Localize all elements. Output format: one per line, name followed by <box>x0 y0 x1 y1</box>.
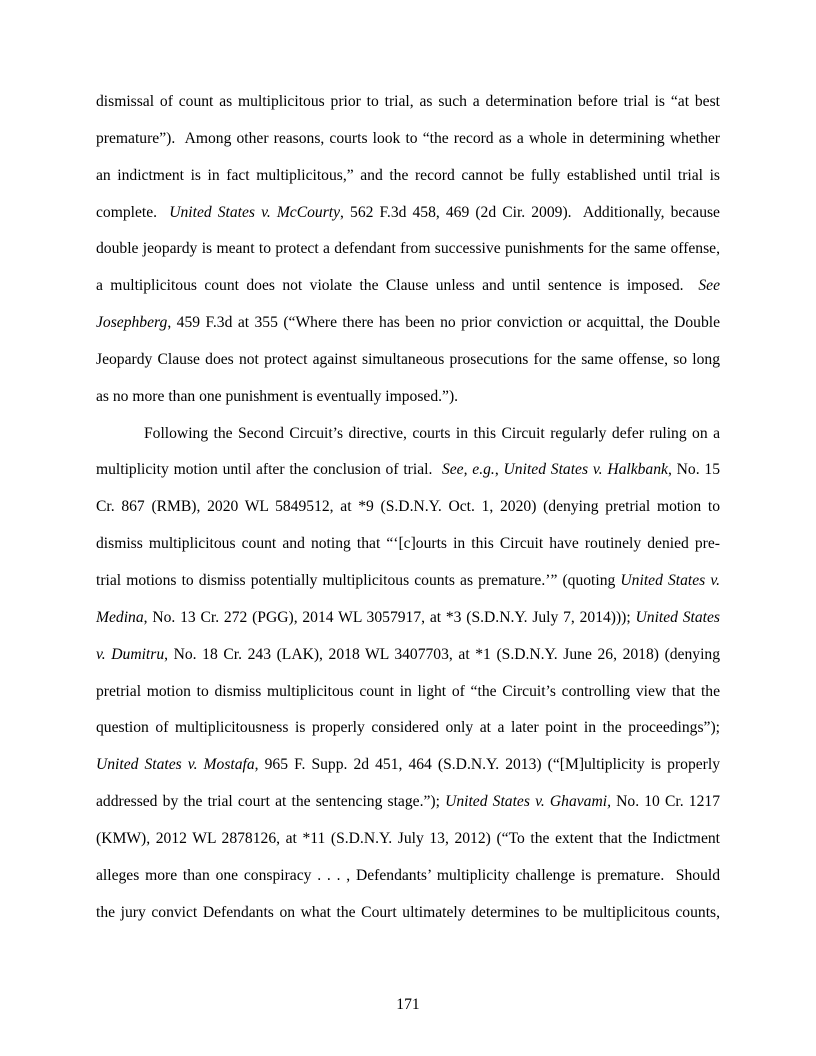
citation-text: See, e.g. <box>441 461 495 479</box>
text-line <box>96 718 720 755</box>
body-text: question of multiplicitousness is properly considered only at a later point in the proceedings”); <box>96 719 720 737</box>
text-line <box>96 645 720 682</box>
text-line <box>96 276 720 313</box>
body-text: trial motions to dismiss potentially multiplicitous counts as premature.’” (quoting <box>96 571 621 589</box>
body-text: , No. 15 <box>667 461 721 479</box>
body-text: Jeopardy Clause does not protect against simultaneous prosecutions for the same offense, so long <box>96 350 720 368</box>
body-text: dismiss multiplicitous count and noting that “‘[c]ourts in this Circuit have routinely denied pre- <box>96 535 720 553</box>
text-line <box>96 903 720 940</box>
text-line <box>96 497 720 534</box>
citation-text: United States <box>635 608 721 626</box>
text-line <box>96 460 720 497</box>
body-text: Following the Second Circuit’s directive, courts in this Circuit regularly defer ruling on a <box>144 424 720 442</box>
body-text: as no more than one punishment is eventually imposed.”). <box>96 387 459 405</box>
text-line <box>96 792 720 829</box>
body-text: , <box>494 461 504 479</box>
body-text: No. 10 Cr. 1217 <box>610 793 720 811</box>
citation-text: See <box>698 277 720 295</box>
text-line <box>96 203 720 240</box>
body-text: (KMW), 2012 WL 2878126, at *11 (S.D.N.Y. July 13, 2012) (“To the extent that the Indictment <box>96 829 720 847</box>
text-line <box>96 866 720 903</box>
citation-text: v. Dumitru <box>96 645 165 663</box>
text-line <box>96 313 720 350</box>
text-line <box>96 92 720 129</box>
text-line <box>96 829 720 866</box>
text-line <box>96 350 720 387</box>
citation-text: United States v. Mostafa <box>96 756 255 774</box>
citation-text: United States v. McCourty <box>169 203 341 221</box>
body-text: premature”). Among other reasons, courts look to “the record as a whole in determining whether <box>96 129 720 147</box>
citation-text: Josephberg <box>96 314 168 332</box>
body-text: the jury convict Defendants on what the Court ultimately determines to be multiplicitous counts, <box>96 903 720 921</box>
body-text: , 965 F. Supp. 2d 451, 464 (S.D.N.Y. 2013) (“[M]ultiplicity is properly <box>254 756 720 774</box>
body-text: , 562 F.3d 458, 469 (2d Cir. 2009). Additionally, because <box>340 203 720 221</box>
citation-text: United States v. Halkbank <box>503 461 668 479</box>
text-line <box>96 239 720 276</box>
text-line <box>96 682 720 719</box>
page-number: 171 <box>396 996 420 1013</box>
body-text: alleges more than one conspiracy . . . , Defendants’ multiplicity challenge is premature. Should <box>96 866 720 884</box>
body-text: , 459 F.3d at 355 (“Where there has been no prior conviction or acquittal, the Double <box>167 314 720 332</box>
text-line <box>96 129 720 166</box>
text-line <box>96 608 720 645</box>
text-line <box>96 534 720 571</box>
body-text: , No. 13 Cr. 272 (PGG), 2014 WL 3057917, at *3 (S.D.N.Y. July 7, 2014))); <box>143 608 636 626</box>
citation-text: United States v. <box>620 571 720 589</box>
body-text: dismissal of count as multiplicitous prior to trial, as such a determination before trial is “at best <box>96 93 720 110</box>
document-body <box>96 92 720 939</box>
body-text: , No. 18 Cr. 243 (LAK), 2018 WL 3407703, at *1 (S.D.N.Y. June 26, 2018) (denying <box>164 645 720 663</box>
body-text: a multiplicitous count does not violate the Clause unless and until sentence is imposed. <box>96 277 699 295</box>
text-line <box>96 755 720 792</box>
body-text: Cr. 867 (RMB), 2020 WL 5849512, at *9 (S.D.N.Y. Oct. 1, 2020) (denying pretrial motion to <box>96 498 720 516</box>
text-line <box>96 424 720 461</box>
citation-text: Medina <box>96 608 144 626</box>
citation-text: United States v. Ghavami, <box>445 793 611 811</box>
body-text: double jeopardy is meant to protect a defendant from successive punishments for the same offense, <box>96 240 720 258</box>
text-line <box>96 166 720 203</box>
body-text: complete. <box>96 203 170 221</box>
body-text: an indictment is in fact multiplicitous,” and the record cannot be fully established until trial is <box>96 166 720 184</box>
body-text: addressed by the trial court at the sentencing stage.”); <box>96 793 446 811</box>
body-text: multiplicity motion until after the conclusion of trial. <box>96 461 442 479</box>
text-line <box>96 571 720 608</box>
text-line <box>96 387 720 424</box>
body-text: pretrial motion to dismiss multiplicitous count in light of “the Circuit’s controlling view that the <box>96 682 720 700</box>
